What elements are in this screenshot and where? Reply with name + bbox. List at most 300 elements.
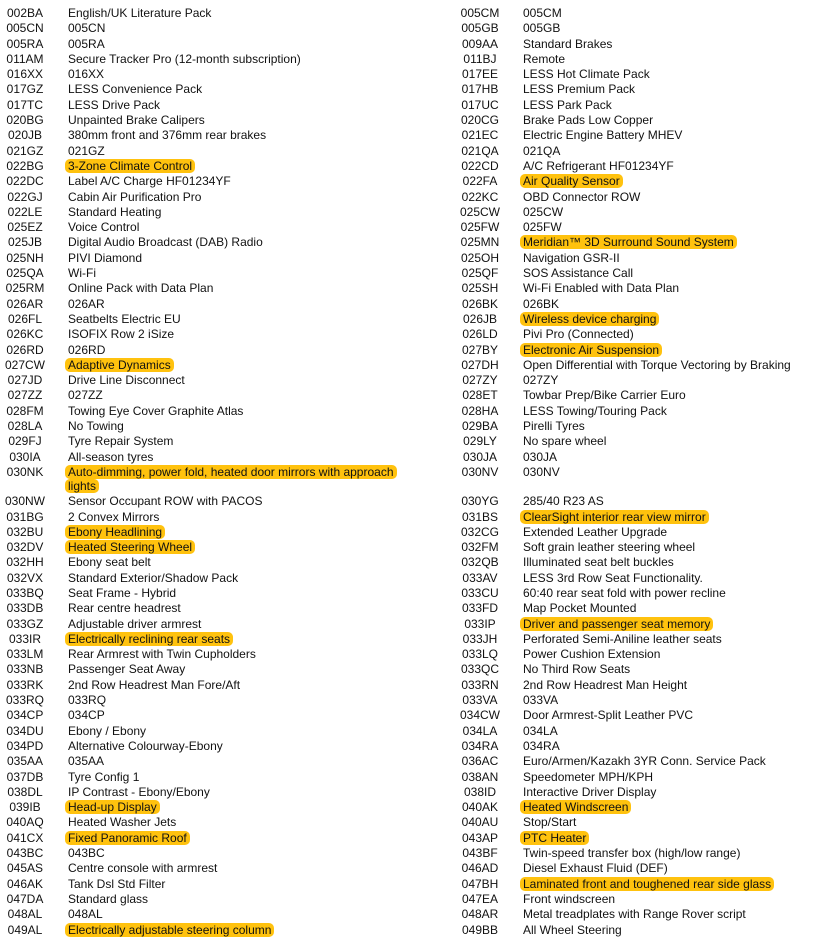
option-row [455,555,813,569]
option-row [0,297,408,311]
option-description [50,128,408,142]
option-row [0,815,408,829]
option-description [50,540,408,554]
option-row [0,540,408,554]
option-code: 033DB [6,601,44,616]
option-code: 036AC [461,754,499,769]
option-code: 041CX [6,830,44,845]
option-description [50,846,408,860]
option-description [505,174,813,188]
option-code: 047DA [6,891,44,906]
option-code: 034LA [462,723,498,738]
option-row [455,785,813,799]
option-row [0,907,408,921]
option-row [0,846,408,860]
highlighted-option-label: 3-Zone Climate Control [65,159,195,173]
option-description [50,693,408,707]
highlighted-option-label: Heated Steering Wheel [65,540,195,554]
option-label: Unpainted Brake Calipers [68,113,205,128]
option-row [455,540,813,554]
option-code: 029LY [463,434,497,449]
option-code: 049AL [7,922,43,937]
option-code: 048AR [461,907,499,922]
option-description [505,128,813,142]
option-description [50,907,408,921]
option-row [0,266,408,280]
option-description [50,21,408,35]
option-row [455,327,813,341]
option-description [505,586,813,600]
option-row [455,67,813,81]
option-label: 034LA [523,723,558,738]
option-code: 022CD [461,158,499,173]
option-description [50,571,408,585]
option-description [50,754,408,768]
option-row [455,358,813,372]
option-row [0,877,408,891]
option-code: 027CW [4,357,45,372]
option-row [455,404,813,418]
option-description [505,388,813,402]
option-row [455,312,813,326]
highlighted-option-label: Ebony Headlining [65,525,165,539]
option-code: 038ID [463,784,497,799]
option-code: 032QB [461,555,499,570]
option-description [505,678,813,692]
option-row [455,678,813,692]
option-code: 033LM [6,647,44,662]
option-description [505,144,813,158]
option-code: 021GZ [6,143,44,158]
option-description [50,251,408,265]
option-row [455,494,813,508]
option-description [505,708,813,722]
option-label: LESS 3rd Row Seat Functionality. [523,570,703,585]
option-row [455,281,813,295]
option-description [505,510,813,524]
option-code: 009AA [461,36,499,51]
option-code: 027DH [461,357,499,372]
option-code: 031BS [461,509,499,524]
option-label: Pivi Pro (Connected) [523,327,634,342]
option-code: 045AS [6,861,44,876]
option-description [50,205,408,219]
highlighted-option-label: Wireless device charging [520,312,659,326]
option-code: 033JH [462,631,498,646]
option-label: 027ZY [523,373,559,388]
option-row [455,708,813,722]
option-row [455,205,813,219]
option-code: 025FW [460,220,500,235]
option-code: 025NH [6,250,44,265]
option-row [455,662,813,676]
option-row [0,144,408,158]
option-row [455,586,813,600]
option-label: Towbar Prep/Bike Carrier Euro [523,388,686,403]
option-code: 027ZY [462,373,498,388]
option-row [0,800,408,814]
option-description [505,67,813,81]
option-label: 2nd Row Headrest Man Fore/Aft [68,677,241,692]
option-label: 2nd Row Headrest Man Height [523,677,688,692]
option-code: 030JA [462,449,498,464]
option-code: 028LA [7,419,43,434]
option-code: 002BA [6,6,44,20]
option-row [0,617,408,631]
option-row [0,632,408,646]
option-label: Cabin Air Purification Pro [68,189,202,204]
option-label: Passenger Seat Away [68,662,186,677]
option-label: Open Differential with Torque Vectoring by Braking [523,357,791,372]
option-row [455,739,813,753]
option-code: 027BY [461,342,499,357]
option-code: 026JB [462,311,498,326]
option-row [0,708,408,722]
option-label: 60:40 rear seat fold with power recline [523,585,726,600]
option-label: No Towing [68,419,124,434]
option-code: 022GJ [7,189,43,204]
option-row [455,128,813,142]
option-description [505,98,813,112]
option-row [455,251,813,265]
option-label: 026AR [68,296,105,311]
option-description [505,419,813,433]
option-label: LESS Drive Pack [68,97,161,112]
option-label: Perforated Semi-Aniline leather seats [523,631,722,646]
option-row [455,190,813,204]
option-description [50,419,408,433]
option-row [455,724,813,738]
option-row [0,235,408,249]
option-code: 030NK [6,464,44,479]
option-label: 005GB [523,21,561,36]
option-description [505,617,813,631]
option-label: All-season tyres [68,449,154,464]
option-label: Seatbelts Electric EU [68,311,181,326]
option-description [50,770,408,784]
option-label: Electric Engine Battery MHEV [523,128,683,143]
option-row [0,343,408,357]
option-description [50,555,408,569]
option-code: 026RD [6,342,44,357]
option-description [505,693,813,707]
option-label: Remote [523,51,566,66]
option-code: 046AK [6,876,44,891]
option-label: Ebony / Ebony [68,723,147,738]
option-row [0,404,408,418]
option-code: 040AU [461,815,499,830]
option-row [455,297,813,311]
option-code: 033RN [461,677,499,692]
option-label: Euro/Armen/Kazakh 3YR Conn. Service Pack [523,754,766,769]
option-description [505,450,813,464]
option-code: 032DV [6,540,44,555]
option-code: 022DC [6,174,44,189]
option-description [505,494,813,508]
option-row [0,174,408,188]
option-description [505,754,813,768]
highlighted-option-label: Head-up Display [65,800,160,814]
right-column [455,6,813,938]
option-label: Front windscreen [523,891,616,906]
option-description [505,555,813,569]
option-description [50,67,408,81]
option-description [505,159,813,173]
option-description [505,571,813,585]
option-code: 026KC [6,327,44,342]
option-label: Centre console with armrest [68,861,218,876]
option-label: Pirelli Tyres [523,419,585,434]
option-row [0,450,408,464]
option-label: Twin-speed transfer box (high/low range) [523,846,741,861]
option-code: 022FA [462,174,498,189]
option-row [0,220,408,234]
option-row [455,21,813,35]
option-description [505,220,813,234]
option-code: 033CU [461,585,499,600]
option-label: Heated Washer Jets [68,815,177,830]
option-code: 033AV [462,570,498,585]
option-code: 034CW [459,708,500,723]
highlighted-option-label: Heated Windscreen [520,800,631,814]
option-description [50,297,408,311]
option-label: Label A/C Charge HF01234YF [68,174,231,189]
option-row [455,693,813,707]
option-label: Door Armrest-Split Leather PVC [523,708,694,723]
highlighted-option-label: Air Quality Sensor [520,174,623,188]
option-label: 034CP [68,708,105,723]
option-code: 025OH [460,250,500,265]
option-code: 047EA [461,891,499,906]
option-code: 037DB [6,769,44,784]
option-label: Sensor Occupant ROW with PACOS [68,494,263,509]
option-description [50,450,408,464]
option-description [505,601,813,615]
option-label: 2 Convex Mirrors [68,509,160,524]
option-label: Rear Armrest with Twin Cupholders [68,647,256,662]
option-label: 033RQ [68,693,107,708]
option-description [50,647,408,661]
option-description [50,861,408,875]
option-description [505,37,813,51]
option-description [50,923,408,937]
option-label: Tank Dsl Std Filter [68,876,166,891]
option-code: 034DU [6,723,44,738]
option-description [50,235,408,249]
option-label: 034RA [523,738,560,753]
option-label: 030NV [523,464,560,479]
option-row [0,465,408,493]
highlighted-option-label: Meridian™ 3D Surround Sound System [520,235,737,249]
option-row [455,846,813,860]
option-row [455,266,813,280]
option-row [455,510,813,524]
option-label: 030JA [523,449,558,464]
option-label: 033VA [523,693,559,708]
option-code: 005CN [6,21,44,36]
option-code: 030YG [461,494,499,509]
option-row [455,113,813,127]
option-row [455,907,813,921]
option-row [455,465,813,493]
option-description [505,770,813,784]
option-label: Power Cushion Extension [523,647,661,662]
option-code: 028HA [461,403,499,418]
option-code: 031BG [6,509,44,524]
option-label: Standard Exterior/Shadow Pack [68,570,239,585]
option-label: Online Pack with Data Plan [68,281,214,296]
option-row [455,831,813,845]
option-description [505,800,813,814]
option-description [505,266,813,280]
option-description [50,662,408,676]
highlighted-option-label: Fixed Panoramic Roof [65,831,190,845]
option-row [455,892,813,906]
option-label: Secure Tracker Pro (12-month subscription) [68,51,301,66]
option-row [455,419,813,433]
option-code: 034CP [6,708,44,723]
option-description [50,831,408,845]
option-label: Wi-Fi [68,266,96,281]
option-description [505,815,813,829]
option-description [50,220,408,234]
option-label: Alternative Colourway-Ebony [68,738,223,753]
option-code: 043AP [461,830,499,845]
option-label: Rear centre headrest [68,601,181,616]
option-row [0,373,408,387]
option-row [455,800,813,814]
option-description [505,52,813,66]
option-code: 028FM [6,403,44,418]
option-description [50,358,408,372]
option-label: 027ZZ [68,388,103,403]
option-description [50,373,408,387]
option-label: Wi-Fi Enabled with Data Plan [523,281,680,296]
option-code: 029BA [461,419,499,434]
option-row [0,388,408,402]
option-row [0,892,408,906]
option-code: 030NW [4,494,45,509]
option-description [505,373,813,387]
option-code: 033VA [462,693,498,708]
option-code: 025QA [6,266,44,281]
option-code: 032BU [6,524,44,539]
option-description [505,831,813,845]
option-description [505,739,813,753]
option-description [505,632,813,646]
option-description [505,861,813,875]
option-code: 028ET [462,388,498,403]
option-label: LESS Convenience Pack [68,82,203,97]
option-label: Brake Pads Low Copper [523,113,654,128]
option-row [0,923,408,937]
option-label: 016XX [68,67,105,82]
option-label: 035AA [68,754,105,769]
option-code: 026AR [6,296,44,311]
option-description [505,785,813,799]
option-row [0,159,408,173]
option-label: SOS Assistance Call [523,266,634,281]
option-label: 025CW [523,204,564,219]
option-row [0,831,408,845]
option-label: All Wheel Steering [523,922,622,937]
option-description [50,52,408,66]
option-description [505,877,813,891]
option-description [505,540,813,554]
option-row [0,601,408,615]
option-row [455,220,813,234]
option-description [505,907,813,921]
option-code: 005RA [6,36,44,51]
option-code: 049BB [461,922,499,937]
option-description [50,494,408,508]
option-row [0,494,408,508]
option-code: 043BF [462,846,498,861]
option-description [505,251,813,265]
option-code: 025SH [461,281,499,296]
option-code: 020CG [460,113,500,128]
option-code: 032VX [6,570,44,585]
highlighted-option-label: Electrically adjustable steering column [65,923,274,937]
left-column [0,6,408,938]
option-description [505,343,813,357]
option-row [0,205,408,219]
option-description [505,235,813,249]
option-description [50,98,408,112]
option-row [0,510,408,524]
option-label: Towing Eye Cover Graphite Atlas [68,403,244,418]
option-description [50,708,408,722]
option-row [455,647,813,661]
option-description [505,923,813,937]
option-label: Drive Line Disconnect [68,373,185,388]
option-label: Ebony seat belt [68,555,151,570]
option-row [455,525,813,539]
option-description [505,892,813,906]
option-description [505,647,813,661]
option-code: 030NV [461,464,499,479]
option-label: LESS Towing/Touring Pack [523,403,667,418]
option-label: Metal treadplates with Range Rover script [523,907,746,922]
option-row [0,358,408,372]
option-code: 022BG [6,158,44,173]
option-code: 033NB [6,662,44,677]
option-description [505,113,813,127]
option-label: 048AL [68,907,103,922]
option-label: LESS Premium Pack [523,82,636,97]
option-code: 026LD [462,327,498,342]
option-row [0,724,408,738]
option-description [50,37,408,51]
option-description [505,205,813,219]
option-code: 033IR [8,631,42,646]
option-label: Interactive Driver Display [523,784,657,799]
option-description [50,343,408,357]
option-label: Speedometer MPH/KPH [523,769,654,784]
option-row [0,98,408,112]
option-row [455,6,813,20]
option-code: 030IA [9,449,41,464]
option-code: 038AN [461,769,499,784]
option-code: 005GB [461,21,499,36]
option-description [505,846,813,860]
option-code: 029FJ [8,434,42,449]
option-row [455,617,813,631]
option-label: Diesel Exhaust Fluid (DEF) [523,861,668,876]
option-code: 033BQ [6,585,44,600]
highlighted-option-label: Adaptive Dynamics [65,358,174,372]
option-description [50,815,408,829]
